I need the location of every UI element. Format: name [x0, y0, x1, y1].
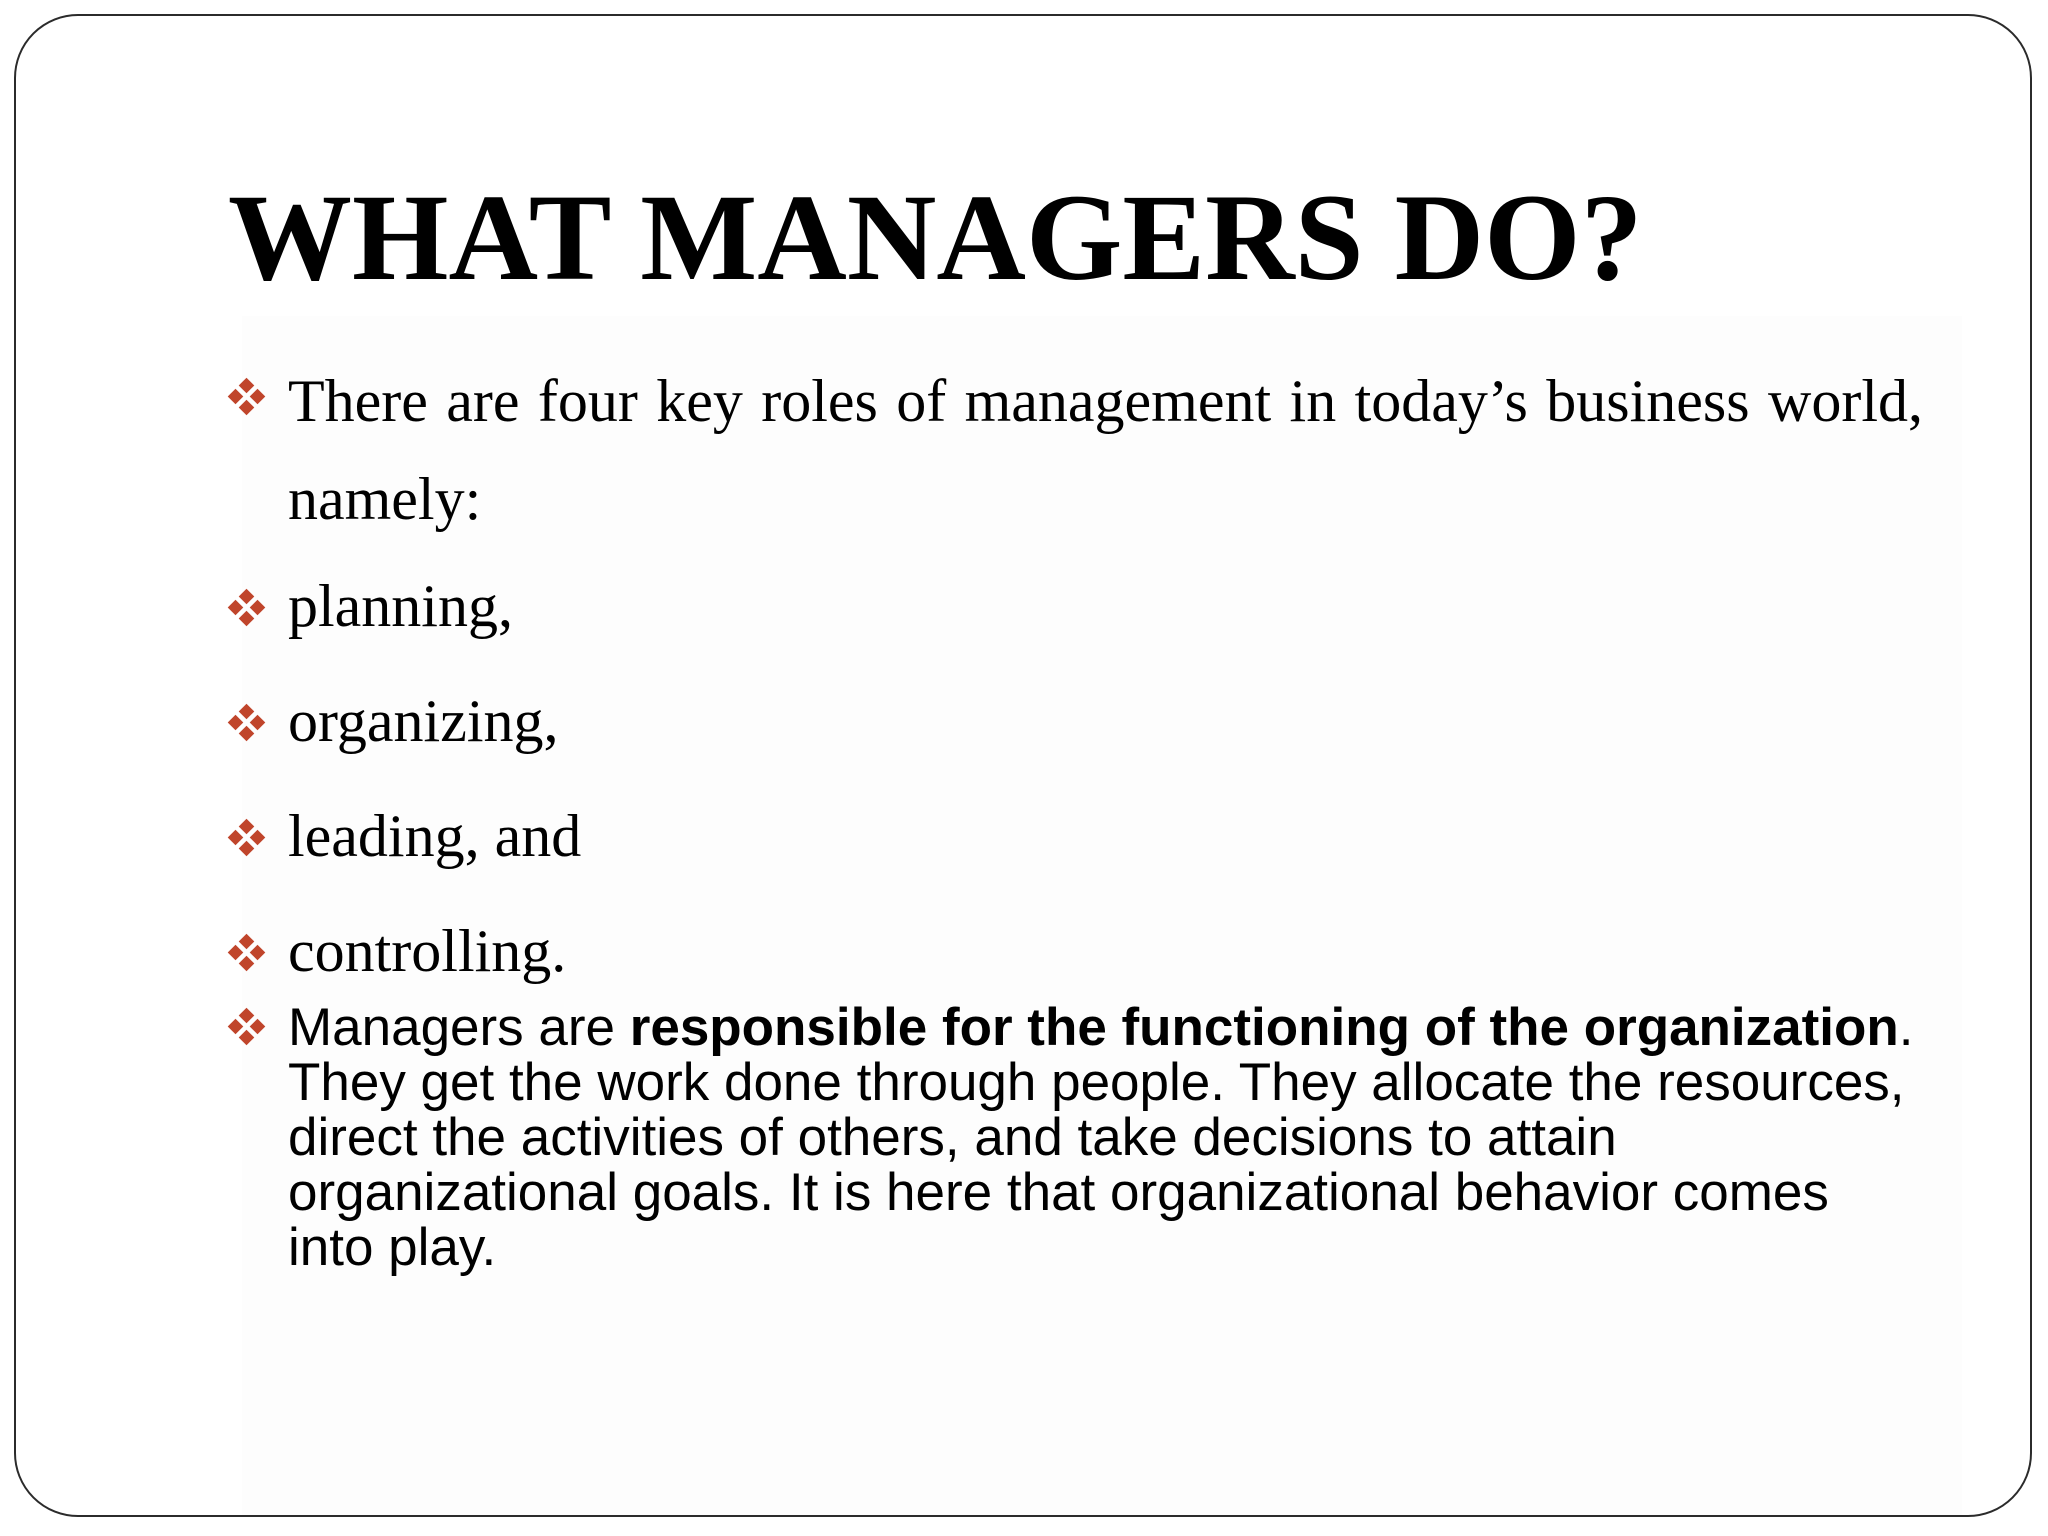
bullet-item: [228, 911, 566, 991]
bullet-text: controlling.: [288, 918, 567, 984]
diamond-bullet-icon: [228, 819, 266, 857]
bullet-text: organizing,: [288, 688, 559, 754]
bullet-item: [228, 566, 513, 646]
paragraph-text: [288, 1000, 1928, 1275]
diamond-bullet-icon: [228, 589, 266, 627]
paragraph-rest: . They get the work done through people. They allocate the resources, direct the activities of others, and take decisions to attain organizational goals. It is here that organizational behavior comes into play.: [288, 998, 1914, 1277]
diamond-bullet-icon: [228, 704, 266, 742]
paragraph-lead: Managers are: [288, 998, 630, 1057]
bullet-item: [228, 796, 581, 876]
bullet-text: There are four key roles of management in today’s business world, namely:: [288, 368, 1923, 532]
bullet-item: [228, 1000, 1928, 1275]
bullet-text: planning,: [288, 573, 513, 639]
slide-title: WHAT MANAGERS DO?: [228, 169, 1643, 306]
paragraph-emphasis: responsible for the functioning of the organization: [629, 998, 1899, 1057]
diamond-bullet-icon: [228, 1008, 266, 1046]
bullet-item: [228, 352, 1928, 548]
diamond-bullet-icon: [228, 934, 266, 972]
diamond-bullet-icon: [228, 378, 266, 416]
bullet-item: [228, 681, 559, 761]
bullet-text: leading, and: [288, 803, 582, 869]
